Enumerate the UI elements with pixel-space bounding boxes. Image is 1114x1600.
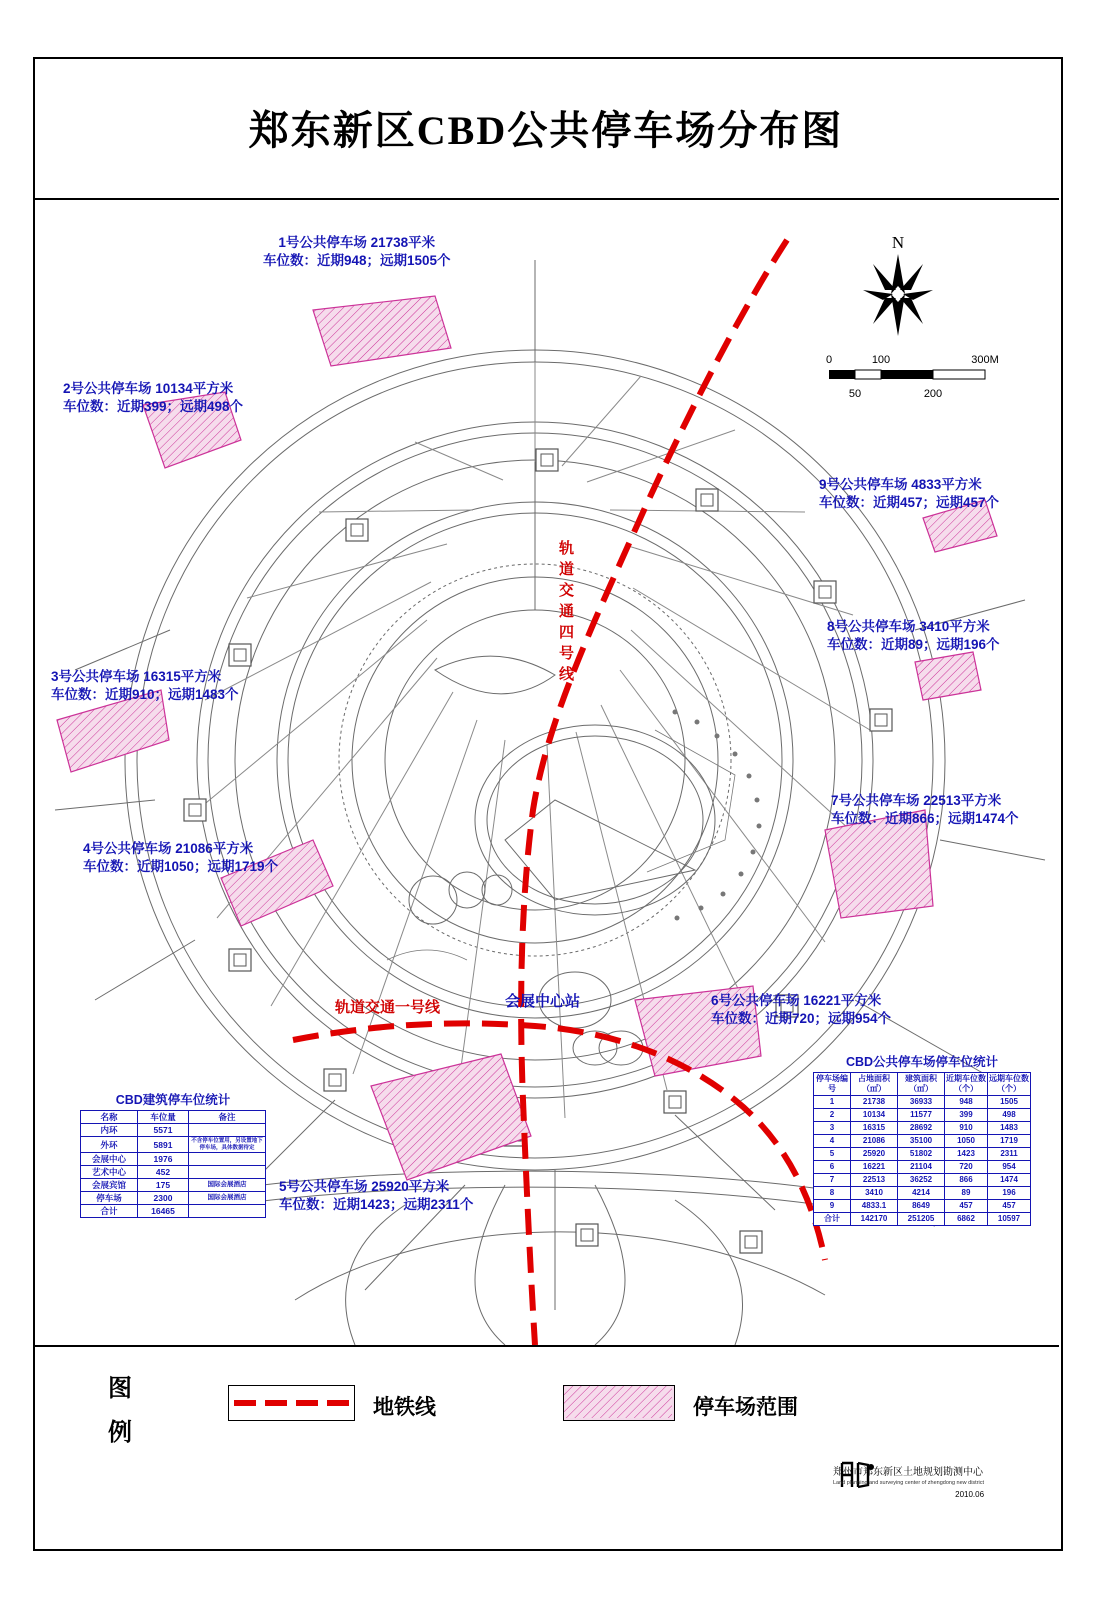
lot-label-7: 7号公共停车场 22513平方米 车位数：近期866；远期1474个 <box>831 793 1019 826</box>
table-row: 2 10134 11577 399 498 <box>814 1109 1031 1122</box>
legend-parking-swatch <box>563 1385 675 1421</box>
th-remark: 备注 <box>189 1111 266 1124</box>
credit-org: 郑州市郑东新区土地规划勘测中心 <box>833 1467 983 1478</box>
table-row: 会展宾馆 175 国际会展酒店 <box>81 1179 266 1192</box>
lot-label-8: 8号公共停车场 3410平方米 车位数：近期89；远期196个 <box>827 619 1000 652</box>
scale-tick-100: 100 <box>871 354 891 366</box>
lot-label-4: 4号公共停车场 21086平方米 车位数：近期1050；远期1719个 <box>83 841 279 874</box>
credit-date: 2010.06 <box>955 1490 985 1499</box>
station-label: 会展中心站 <box>505 993 581 1010</box>
legend-block <box>33 1345 1059 1547</box>
table-row: 内环 5571 <box>81 1124 266 1137</box>
scale-bar <box>825 352 1005 407</box>
lot-label-2: 2号公共停车场 10134平方米 车位数：近期399；远期498个 <box>63 381 244 414</box>
stat-table-title: CBD公共停车场停车位统计 <box>845 1055 999 1069</box>
lot-label-3: 3号公共停车场 16315平方米 车位数：近期910；远期1483个 <box>51 669 239 702</box>
lot-label-5: 5号公共停车场 25920平方米 车位数：近期1423；远期2311个 <box>279 1179 474 1212</box>
dashed-line-icon <box>234 1400 349 1406</box>
legend-parking-label: 停车场范围 <box>693 1395 798 1419</box>
page-title: 郑东新区CBD公共停车场分布图 <box>248 108 844 153</box>
table-row: 3 16315 28692 910 1483 <box>814 1122 1031 1135</box>
legend-title <box>108 1367 132 1455</box>
credit-block <box>833 1467 984 1500</box>
table-row: 8 3410 4214 89 196 <box>814 1187 1031 1200</box>
map-canvas <box>35 200 1057 1345</box>
metro-line-4-label: 轨道交通四号线 <box>559 540 576 683</box>
th-name: 名称 <box>81 1111 138 1124</box>
table-row: 艺术中心 452 <box>81 1166 266 1179</box>
building-table <box>80 1110 266 1218</box>
north-arrow <box>853 232 943 347</box>
svg-text:N: N <box>891 233 905 252</box>
scale-tick-50: 50 <box>848 388 862 400</box>
scale-tick-300: 300M <box>971 354 999 366</box>
lot-label-1: 1号公共停车场 21738平米 车位数：近期948；远期1505个 <box>263 235 451 268</box>
table-header-row <box>81 1111 266 1124</box>
scale-tick-200: 200 <box>923 388 943 400</box>
table-row: 合计 16465 <box>81 1205 266 1218</box>
parking-polygon-1 <box>313 296 451 366</box>
legend-metro-label: 地铁线 <box>373 1395 436 1419</box>
metro-line-4 <box>521 240 787 1345</box>
title-block <box>33 57 1059 200</box>
table-row: 6 16221 21104 720 954 <box>814 1161 1031 1174</box>
table-row: 会展中心 1976 <box>81 1153 266 1166</box>
table-row: 5 25920 51802 1423 2311 <box>814 1148 1031 1161</box>
table-header-row: 停车场编号 占地面积（㎡） 建筑面积（㎡） 近期车位数（个） 远期车位数（个） <box>814 1073 1031 1096</box>
th-count: 车位量 <box>138 1111 189 1124</box>
lot-label-9: 9号公共停车场 4833平方米 车位数：近期457；远期457个 <box>819 477 1000 510</box>
stat-table <box>813 1072 1031 1226</box>
table-row: 9 4833.1 8649 457 457 <box>814 1200 1031 1213</box>
building-parking-table <box>80 1090 266 1218</box>
building-table-title: CBD建筑停车位统计 <box>115 1093 231 1107</box>
credit-org-en: Land planning and surveying center of zhengdong new district <box>833 1480 985 1486</box>
parking-polygon-8 <box>915 652 981 700</box>
legend-title-char-1: 图 <box>108 1376 132 1402</box>
legend-title-char-2: 例 <box>108 1420 132 1446</box>
scale-tick-0: 0 <box>825 354 833 366</box>
legend-metro-swatch <box>228 1385 355 1421</box>
table-row: 7 22513 36252 866 1474 <box>814 1174 1031 1187</box>
table-row: 外环 5891 不含停车位置用，另设置地下停车场，具体数据待定 <box>81 1137 266 1153</box>
parking-stat-table <box>813 1052 1031 1226</box>
table-row: 合计 142170 251205 6862 10597 <box>814 1213 1031 1226</box>
table-row: 停车场 2300 国际会展酒店 <box>81 1192 266 1205</box>
table-row: 4 21086 35100 1050 1719 <box>814 1135 1031 1148</box>
metro-line-1-label: 轨道交通一号线 <box>335 999 441 1016</box>
parking-polygon-5 <box>371 1054 531 1180</box>
lot-label-6: 6号公共停车场 16221平方米 车位数：近期720；远期954个 <box>711 993 892 1026</box>
table-row: 1 21738 36933 948 1505 <box>814 1096 1031 1109</box>
